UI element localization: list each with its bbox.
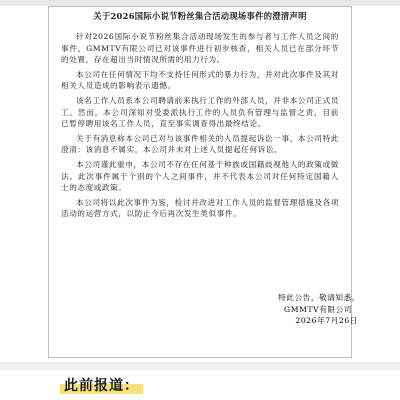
statement-paragraph: 该名工作人员系本公司聘请前来执行工作的外部人员，并非本公司正式员工。然而，本公司深知对受委派执行工作的人员负有管理与监督之责，目前已暂停聘用该名工作人员，直至事实调查得出最终结论。 — [61, 95, 339, 129]
previous-report-heading: 此前报道： — [60, 374, 143, 396]
signature-block — [278, 292, 360, 327]
statement-paragraph: 本公司将以此次事件为鉴，检讨并改进对工作人员的监督管理措施及各项活动的运营方式，以防止今后再次发生类似事件。 — [61, 197, 339, 219]
section-divider — [0, 362, 400, 370]
statement-paragraph: 本公司在任何情况下均不支持任何形式的暴力行为，并对此次事件及其对相关人员造成的影响表示遗憾。 — [61, 69, 339, 91]
statement-paragraph: 本公司谨此重申，本公司不存在任何基于种族或国籍歧视他人的政策或做法。此次事件属于个别的个人之间事件，并不代表本公司对任何特定国籍人士的态度或政策。 — [61, 159, 339, 193]
statement-paragraph: 关于有消息称本公司已对与该事件相关的人员提起诉讼一事，本公司特此澄清：该消息不属实，本公司并未对上述人员提起任何诉讼。 — [61, 133, 339, 155]
closing-line: 特此公告，敬请知悉。 — [278, 293, 360, 302]
statement-date: 2026年7月26日 — [295, 316, 358, 326]
statement-paragraph: 针对2026国际小说节粉丝集合活动现场发生的参与者与工作人员之间的事件，GMMTV有限公司已对该事件进行初步核查，相关人员已在部分环节的处置，存在超出当时情况所需的用力行为。 — [61, 32, 339, 65]
company-name: GMMTV有限公司 — [284, 304, 352, 314]
statement-title: 关于2026国际小说节粉丝集合活动现场事件的澄清声明 — [93, 11, 307, 21]
